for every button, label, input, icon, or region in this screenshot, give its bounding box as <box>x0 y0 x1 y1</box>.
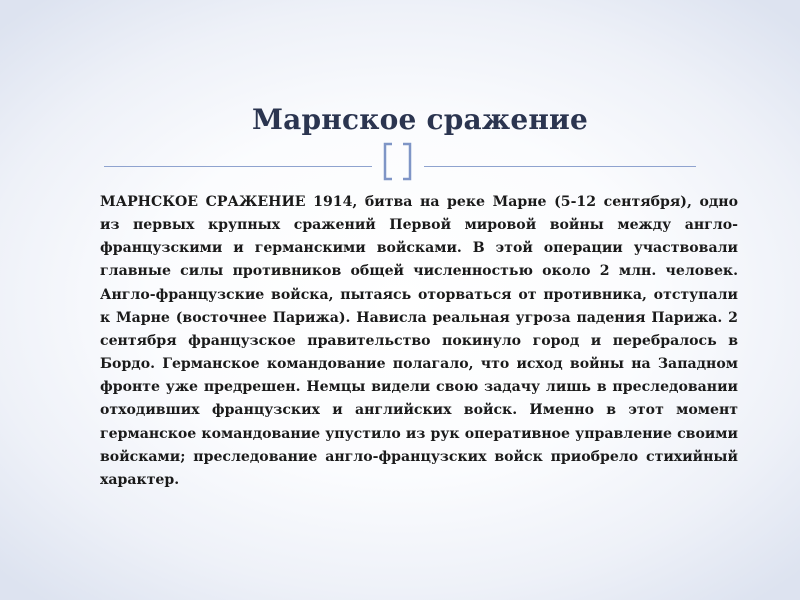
bracket-ornament-icon <box>383 142 412 181</box>
title-divider-left <box>104 166 372 167</box>
title-divider-right <box>424 166 696 167</box>
body-paragraph: МАРНСКОЕ СРАЖЕНИЕ 1914, битва на реке Марне (5-12 сентября), одно из первых крупных сражений Первой мировой войны между англо-французскими и германскими войсками. В этой операции участвовали главные силы противников общей численностью около 2 млн. человек. Англо-французские войска, пытаясь оторваться от противника, отступали к Марне (восточнее Парижа). Нависла реальная угроза падения Парижа. 2 сентября французское правительство покинуло город и перебралось в Бордо. Германское командование полагало, что исход войны на Западном фронте уже предрешен. Немцы видели свою задачу лишь в преследовании отходивших французских и английских войск. Именно в этот момент германское командование упустило из рук оперативное управление своими войсками; преследование англо-французских войск приобрело стихийный характер. <box>100 194 738 488</box>
slide-title: Марнское сражение <box>251 103 589 136</box>
